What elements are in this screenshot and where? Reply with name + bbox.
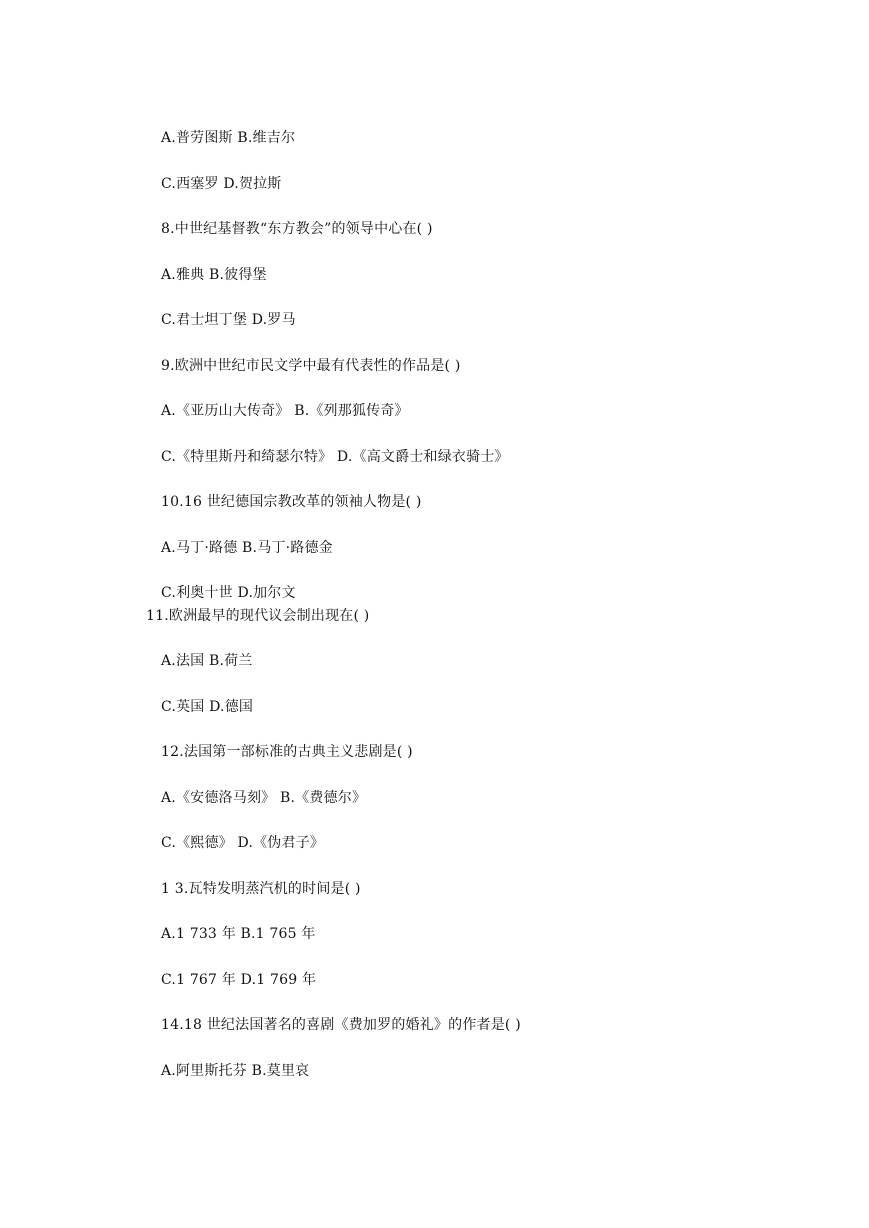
q9-question: 9.欧洲中世纪市民文学中最有代表性的作品是( ) [161,358,461,374]
q7-options-ab: A.普劳图斯 B.维吉尔 [161,130,296,146]
q11-options-ab: A.法国 B.荷兰 [161,653,253,669]
q10-question: 10.16 世纪德国宗教改革的领袖人物是( ) [161,494,422,510]
q9-options-ab: A.《亚历山大传奇》 B.《列那狐传奇》 [161,403,409,419]
q10-options-ab: A.马丁·路德 B.马丁·路德金 [161,540,333,556]
q8-options-ab: A.雅典 B.彼得堡 [161,267,267,283]
q12-options-cd: C.《熙德》 D.《伪君子》 [161,835,325,851]
q8-options-cd: C.君士坦丁堡 D.罗马 [161,312,296,328]
q11-options-cd: C.英国 D.德国 [161,699,254,715]
q14-question: 14.18 世纪法国著名的喜剧《费加罗的婚礼》的作者是( ) [161,1017,521,1033]
q14-options-ab: A.阿里斯托芬 B.莫里哀 [161,1063,310,1079]
q11-question: 11.欧洲最早的现代议会制出现在( ) [146,608,370,624]
q13-options-ab: A.1 733 年 B.1 765 年 [161,926,316,942]
q7-options-cd: C.西塞罗 D.贺拉斯 [161,176,282,192]
q12-question: 12.法国第一部标准的古典主义悲剧是( ) [161,744,413,760]
q12-options-ab: A.《安德洛马刻》 B.《费德尔》 [161,790,367,806]
q9-options-cd: C.《特里斯丹和绮瑟尔特》 D.《高文爵士和绿衣骑士》 [161,449,509,465]
q8-question: 8.中世纪基督教“东方教会”的领导中心在( ) [161,221,433,237]
q10-options-cd: C.利奥十世 D.加尔文 [161,585,296,601]
q13-options-cd: C.1 767 年 D.1 769 年 [161,972,317,988]
q13-question: 1 3.瓦特发明蒸汽机的时间是( ) [161,881,361,897]
